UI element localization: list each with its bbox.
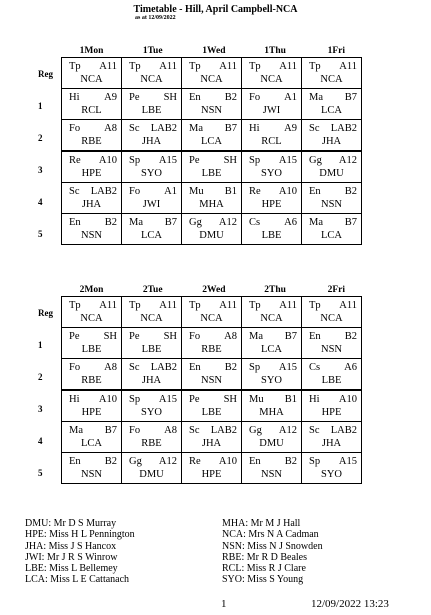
lesson-cell (302, 89, 362, 120)
day-header: 2Thu (264, 285, 286, 295)
teacher-code: SYO (260, 375, 282, 386)
subject-code: Pe (189, 155, 200, 166)
subject-code: Sc (69, 186, 80, 197)
subject-code: Ma (309, 217, 323, 228)
teacher-code: SYO (260, 168, 282, 179)
room-code: B2 (344, 331, 357, 342)
room-code: SH (103, 331, 117, 342)
lesson-cell (242, 390, 302, 422)
subject-code: Ma (69, 425, 83, 436)
room-code: LAB2 (150, 123, 177, 134)
legend-entry: LBE: Miss L Bellemey (25, 563, 118, 575)
teacher-code: LBE (261, 230, 282, 241)
subject-code: Tp (309, 61, 321, 72)
subject-code: Sp (249, 362, 261, 373)
subject-code: Mu (189, 186, 204, 197)
room-code: SH (163, 92, 177, 103)
room-code: A15 (278, 155, 297, 166)
teacher-code: LCA (81, 438, 102, 449)
lesson-cell (62, 422, 122, 453)
lesson-cell (242, 328, 302, 359)
subject-code: Re (69, 155, 81, 166)
teacher-code: NCA (320, 313, 343, 324)
lesson-cell (302, 297, 362, 328)
lesson-cell (122, 390, 182, 422)
period-label: 2 (38, 133, 43, 143)
room-code: A12 (338, 155, 357, 166)
lesson-cell (62, 151, 122, 183)
teacher-code: LBE (201, 407, 222, 418)
period-row (62, 328, 362, 359)
subject-code: Gg (189, 217, 202, 228)
room-code: A11 (339, 300, 357, 311)
lesson-cell (242, 214, 302, 245)
lesson-cell (122, 183, 182, 214)
period-label: 5 (38, 468, 43, 478)
room-code: A12 (218, 217, 237, 228)
period-row (62, 151, 362, 183)
teacher-code: NCA (140, 74, 163, 85)
subject-code: Re (249, 186, 261, 197)
teacher-code: HPE (261, 199, 282, 210)
subject-code: Cs (309, 362, 321, 373)
subject-code: Sp (309, 456, 321, 467)
lesson-cell (302, 151, 362, 183)
day-header: 1Thu (264, 46, 286, 56)
printed-datetime: 12/09/2022 13:23 (311, 598, 389, 610)
room-code: A1 (164, 186, 177, 197)
subject-code: Ma (129, 217, 143, 228)
subject-code: Sp (249, 155, 261, 166)
room-code: A11 (279, 300, 297, 311)
teacher-code: SYO (140, 407, 162, 418)
lesson-cell (302, 453, 362, 484)
subject-code: Hi (249, 123, 260, 134)
subject-code: Tp (69, 61, 81, 72)
subject-code: Fo (129, 425, 141, 436)
teacher-code: RCL (81, 105, 102, 116)
room-code: A10 (278, 186, 297, 197)
timetable-grid (61, 296, 362, 484)
room-code: A15 (278, 362, 297, 373)
legend-entry: NSN: Miss N J Snowden (222, 540, 323, 552)
room-code: B7 (284, 331, 297, 342)
room-code: A11 (159, 61, 177, 72)
room-code: B7 (224, 123, 237, 134)
timetable-title: Timetable - Hill, April Campbell-NCA (133, 4, 298, 15)
room-code: A10 (338, 394, 357, 405)
lesson-cell (242, 120, 302, 152)
subject-code: Fo (249, 92, 261, 103)
period-row (62, 390, 362, 422)
subject-code: Fo (69, 123, 81, 134)
subject-code: En (309, 331, 321, 342)
subject-code: Sc (189, 425, 200, 436)
lesson-cell (62, 390, 122, 422)
period-row (62, 453, 362, 484)
subject-code: En (309, 186, 321, 197)
lesson-cell (62, 297, 122, 328)
lesson-cell (62, 183, 122, 214)
staff-legend-right (222, 518, 323, 586)
day-header: 2Mon (79, 285, 104, 295)
lesson-cell (182, 328, 242, 359)
subject-code: Sp (129, 394, 141, 405)
teacher-code: NCA (200, 313, 223, 324)
lesson-cell (182, 214, 242, 245)
room-code: B2 (104, 217, 117, 228)
teacher-code: NCA (260, 313, 283, 324)
room-code: B7 (104, 425, 117, 436)
lesson-cell (122, 58, 182, 89)
subject-code: Hi (309, 394, 320, 405)
teacher-code: NSN (260, 469, 282, 480)
lesson-cell (182, 359, 242, 391)
period-row (62, 297, 362, 328)
lesson-cell (182, 297, 242, 328)
lesson-cell (242, 297, 302, 328)
teacher-code: NSN (200, 105, 222, 116)
subject-code: Pe (129, 92, 140, 103)
teacher-code: LBE (141, 105, 162, 116)
subject-code: Ma (309, 92, 323, 103)
period-label: 2 (38, 372, 43, 382)
day-header-row (61, 284, 430, 296)
teacher-code: NCA (320, 74, 343, 85)
lesson-cell (62, 214, 122, 245)
lesson-cell (242, 453, 302, 484)
teacher-code: DMU (139, 469, 164, 480)
subject-code: Sc (309, 123, 320, 134)
subject-code: En (69, 217, 81, 228)
legend-entry: JHA: Miss J S Hancox (25, 540, 117, 552)
room-code: A6 (284, 217, 297, 228)
lesson-cell (182, 183, 242, 214)
teacher-code: JHA (321, 136, 342, 147)
room-code: A11 (219, 61, 237, 72)
teacher-code: HPE (321, 407, 342, 418)
room-code: A9 (104, 92, 117, 103)
subject-code: Re (189, 456, 201, 467)
teacher-code: JWI (142, 199, 161, 210)
teacher-code: JHA (81, 199, 102, 210)
teacher-code: NCA (140, 313, 163, 324)
period-label: 3 (38, 165, 43, 175)
room-code: A11 (279, 61, 297, 72)
teacher-code: JHA (141, 375, 162, 386)
room-code: B2 (104, 456, 117, 467)
lesson-cell (302, 390, 362, 422)
room-code: A11 (219, 300, 237, 311)
teacher-code: NSN (320, 199, 342, 210)
room-code: SH (163, 331, 177, 342)
period-label: 4 (38, 436, 43, 446)
teacher-code: LCA (261, 344, 282, 355)
lesson-cell (182, 58, 242, 89)
teacher-code: HPE (81, 407, 102, 418)
room-code: B2 (224, 92, 237, 103)
teacher-code: RBE (201, 344, 222, 355)
subject-code: Fo (69, 362, 81, 373)
subject-code: Tp (309, 300, 321, 311)
lesson-cell (62, 359, 122, 391)
as-at-date: as at 12/09/2022 (135, 15, 176, 21)
room-code: A8 (224, 331, 237, 342)
teacher-code: JHA (321, 438, 342, 449)
teacher-code: RBE (81, 375, 102, 386)
timetable-grid (61, 57, 362, 245)
subject-code: Tp (129, 61, 141, 72)
lesson-cell (62, 328, 122, 359)
staff-legend-left (25, 518, 135, 586)
teacher-code: LBE (141, 344, 162, 355)
teacher-code: MHA (199, 199, 224, 210)
room-code: A9 (284, 123, 297, 134)
lesson-cell (62, 453, 122, 484)
legend-entry: HPE: Miss H L Pennington (25, 529, 135, 541)
lesson-cell (62, 89, 122, 120)
subject-code: Pe (69, 331, 80, 342)
subject-code: Ma (189, 123, 203, 134)
teacher-code: MHA (259, 407, 284, 418)
teacher-code: DMU (199, 230, 224, 241)
subject-code: Tp (129, 300, 141, 311)
subject-code: Cs (249, 217, 261, 228)
day-header: 2Tue (142, 285, 163, 295)
room-code: B7 (164, 217, 177, 228)
period-row (62, 422, 362, 453)
subject-code: Tp (189, 300, 201, 311)
lesson-cell (122, 328, 182, 359)
lesson-cell (242, 359, 302, 391)
teacher-code: RBE (81, 136, 102, 147)
subject-code: Gg (309, 155, 322, 166)
day-header-row (61, 45, 430, 57)
room-code: A10 (218, 456, 237, 467)
period-label: Reg (38, 308, 53, 318)
period-row (62, 89, 362, 120)
subject-code: Tp (189, 61, 201, 72)
period-label: 3 (38, 404, 43, 414)
legend-entry: RBE: Mr R D Beales (222, 551, 307, 563)
teacher-code: LCA (141, 230, 162, 241)
teacher-code: SYO (140, 168, 162, 179)
lesson-cell (122, 120, 182, 152)
day-header: 1Wed (202, 46, 226, 56)
room-code: B2 (284, 456, 297, 467)
day-header: 1Fri (327, 46, 345, 56)
subject-code: En (189, 362, 201, 373)
legend-entry: LCA: Miss L E Cattanach (25, 574, 130, 586)
teacher-code: JHA (201, 438, 222, 449)
legend-entry: JWI: Mr J R S Winrow (25, 551, 118, 563)
teacher-code: NCA (200, 74, 223, 85)
page-number: 1 (221, 598, 227, 610)
subject-code: En (69, 456, 81, 467)
subject-code: Pe (129, 331, 140, 342)
room-code: LAB2 (330, 123, 357, 134)
lesson-cell (122, 89, 182, 120)
legend-entry: NCA: Mrs N A Cadman (222, 529, 319, 541)
lesson-cell (182, 151, 242, 183)
period-row (62, 214, 362, 245)
room-code: A15 (158, 394, 177, 405)
lesson-cell (302, 58, 362, 89)
subject-code: Fo (189, 331, 201, 342)
lesson-cell (302, 214, 362, 245)
room-code: SH (223, 155, 237, 166)
room-code: A6 (344, 362, 357, 373)
room-code: LAB2 (330, 425, 357, 436)
period-label: 4 (38, 197, 43, 207)
room-code: B1 (224, 186, 237, 197)
room-code: A12 (158, 456, 177, 467)
subject-code: En (189, 92, 201, 103)
room-code: A11 (99, 61, 117, 72)
teacher-code: NSN (80, 230, 102, 241)
subject-code: Tp (249, 61, 261, 72)
period-label: 1 (38, 101, 43, 111)
day-header: 2Wed (202, 285, 226, 295)
lesson-cell (182, 422, 242, 453)
room-code: A8 (104, 123, 117, 134)
period-row (62, 120, 362, 152)
lesson-cell (242, 58, 302, 89)
subject-code: Mu (249, 394, 264, 405)
room-code: A11 (99, 300, 117, 311)
lesson-cell (122, 453, 182, 484)
lesson-cell (122, 151, 182, 183)
lesson-cell (122, 359, 182, 391)
teacher-code: NCA (260, 74, 283, 85)
period-row (62, 359, 362, 391)
subject-code: Sc (129, 362, 140, 373)
teacher-code: HPE (81, 168, 102, 179)
lesson-cell (302, 183, 362, 214)
subject-code: Sc (129, 123, 140, 134)
teacher-code: NCA (80, 74, 103, 85)
teacher-code: LBE (81, 344, 102, 355)
teacher-code: NCA (80, 313, 103, 324)
lesson-cell (122, 422, 182, 453)
legend-entry: SYO: Miss S Young (222, 574, 304, 586)
period-row (62, 183, 362, 214)
teacher-code: LCA (321, 105, 342, 116)
lesson-cell (62, 58, 122, 89)
lesson-cell (182, 453, 242, 484)
lesson-cell (122, 214, 182, 245)
room-code: A8 (104, 362, 117, 373)
subject-code: Hi (69, 92, 80, 103)
room-code: B7 (344, 92, 357, 103)
subject-code: Hi (69, 394, 80, 405)
teacher-code: RCL (261, 136, 282, 147)
teacher-code: RBE (141, 438, 162, 449)
lesson-cell (302, 328, 362, 359)
subject-code: Fo (129, 186, 141, 197)
lesson-cell (122, 297, 182, 328)
day-header: 1Mon (79, 46, 104, 56)
room-code: A10 (98, 394, 117, 405)
subject-code: Gg (129, 456, 142, 467)
period-row (62, 58, 362, 89)
lesson-cell (242, 422, 302, 453)
subject-code: Ma (249, 331, 263, 342)
room-code: LAB2 (90, 186, 117, 197)
period-label: Reg (38, 69, 53, 79)
lesson-cell (242, 151, 302, 183)
teacher-code: NSN (200, 375, 222, 386)
room-code: LAB2 (210, 425, 237, 436)
lesson-cell (182, 390, 242, 422)
room-code: A15 (158, 155, 177, 166)
room-code: A15 (338, 456, 357, 467)
subject-code: En (249, 456, 261, 467)
room-code: A8 (164, 425, 177, 436)
room-code: B2 (224, 362, 237, 373)
teacher-code: DMU (259, 438, 284, 449)
room-code: A12 (278, 425, 297, 436)
room-code: A10 (98, 155, 117, 166)
teacher-code: SYO (320, 469, 342, 480)
room-code: LAB2 (150, 362, 177, 373)
day-header: 1Tue (142, 46, 163, 56)
room-code: A1 (284, 92, 297, 103)
lesson-cell (302, 422, 362, 453)
lesson-cell (182, 89, 242, 120)
lesson-cell (302, 359, 362, 391)
lesson-cell (62, 120, 122, 152)
subject-code: Tp (249, 300, 261, 311)
room-code: B2 (344, 186, 357, 197)
period-label: 1 (38, 340, 43, 350)
teacher-code: HPE (201, 469, 222, 480)
legend-entry: RCL: Miss R J Clare (222, 563, 306, 575)
lesson-cell (242, 89, 302, 120)
legend-entry: DMU: Mr D S Murray (25, 518, 117, 529)
teacher-code: LBE (201, 168, 222, 179)
period-label: 5 (38, 229, 43, 239)
teacher-code: NSN (80, 469, 102, 480)
teacher-code: LCA (201, 136, 222, 147)
room-code: B7 (344, 217, 357, 228)
day-header: 2Fri (327, 285, 345, 295)
teacher-code: JHA (141, 136, 162, 147)
lesson-cell (242, 183, 302, 214)
room-code: A11 (159, 300, 177, 311)
legend-entry: MHA: Mr M J Hall (222, 518, 301, 529)
room-code: A11 (339, 61, 357, 72)
room-code: B1 (284, 394, 297, 405)
lesson-cell (182, 120, 242, 152)
subject-code: Gg (249, 425, 262, 436)
room-code: SH (223, 394, 237, 405)
lesson-cell (302, 120, 362, 152)
subject-code: Pe (189, 394, 200, 405)
teacher-code: DMU (319, 168, 344, 179)
teacher-code: NSN (320, 344, 342, 355)
subject-code: Sc (309, 425, 320, 436)
teacher-code: LCA (321, 230, 342, 241)
teacher-code: LBE (321, 375, 342, 386)
subject-code: Tp (69, 300, 81, 311)
subject-code: Sp (129, 155, 141, 166)
teacher-code: JWI (262, 105, 281, 116)
